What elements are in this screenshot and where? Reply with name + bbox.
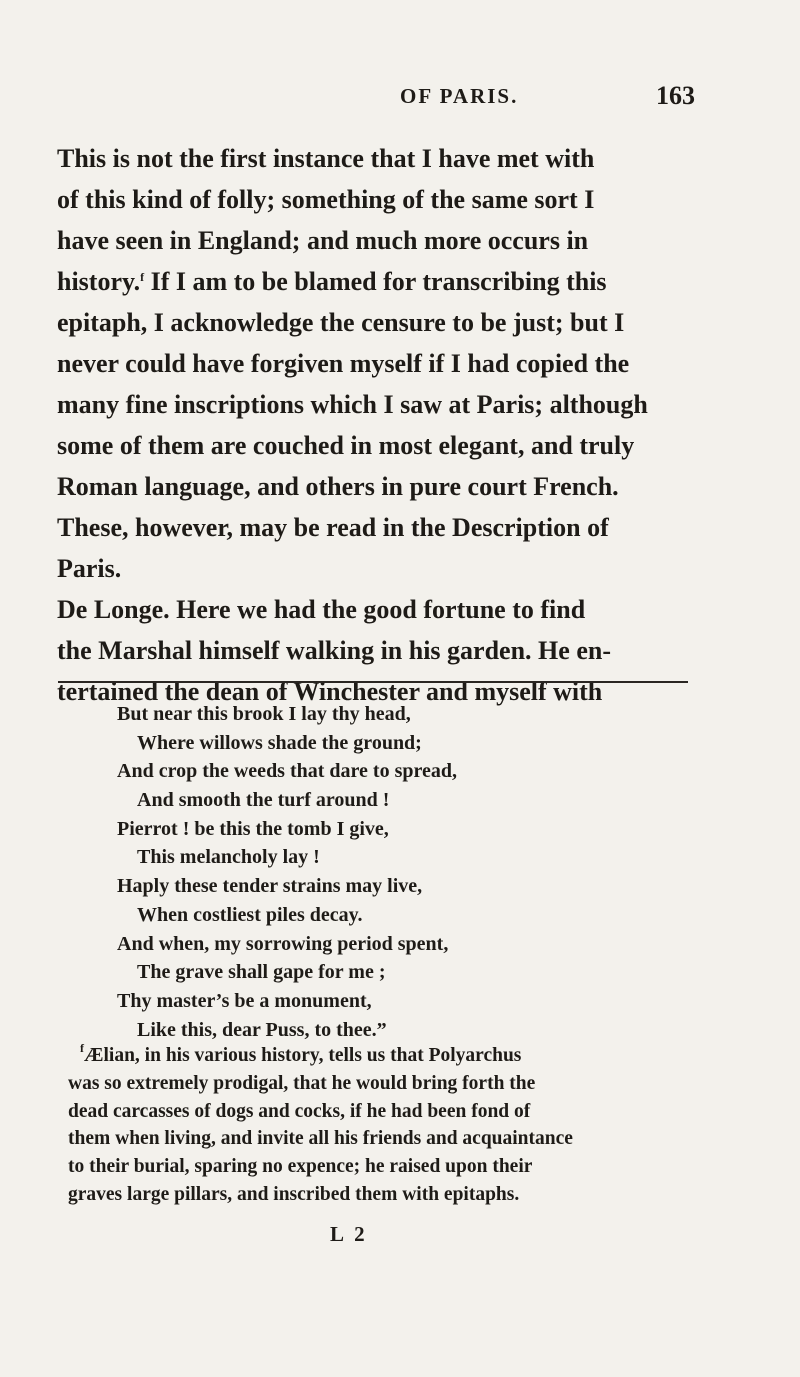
- text-line: [57, 261, 687, 302]
- signature-mark: L 2: [330, 1222, 368, 1246]
- main-text: [57, 138, 687, 712]
- verse-line: Pierrot ! be this the tomb I give,: [117, 817, 389, 840]
- footnote-marker: f: [80, 1041, 84, 1055]
- text-line: of this kind of folly; something of the same sort I: [57, 185, 595, 214]
- text-line: some of them are couched in most elegant, and truly: [57, 431, 635, 460]
- verse-line: But near this brook I lay thy head,: [117, 703, 411, 725]
- text-line: Roman language, and others in pure court French.: [57, 472, 619, 501]
- text-line: This is not the first instance that I have met with: [57, 144, 595, 173]
- verse-line: And smooth the turf around !: [137, 789, 390, 812]
- text-line: Paris.: [57, 554, 122, 583]
- footnote-line: graves large pillars, and inscribed them with epitaphs.: [68, 1183, 520, 1205]
- verse-line: And when, my sorrowing period spent,: [117, 932, 449, 955]
- verse-line: Like this, dear Puss, to thee.”: [137, 1018, 387, 1041]
- verse-line: Thy master’s be a monument,: [117, 989, 372, 1012]
- footnote-line: them when living, and invite all his friends and acquaintance: [68, 1128, 573, 1150]
- verse-line: And crop the weeds that dare to spread,: [117, 760, 458, 783]
- verse-block: [117, 700, 457, 1044]
- verse-line: The grave shall gape for me ;: [137, 961, 386, 984]
- footnote-line: [68, 1042, 698, 1070]
- footnote-reference: f: [140, 270, 145, 284]
- verse-line: This melancholy lay !: [137, 846, 320, 869]
- footnote-line: to their burial, sparing no expence; he raised upon their: [68, 1156, 533, 1178]
- verse-line: Haply these tender strains may live,: [117, 875, 423, 898]
- text-line: never could have forgiven myself if I had copied the: [57, 349, 630, 378]
- verse-line: Where willows shade the ground;: [137, 731, 422, 754]
- footnote-line: was so extremely prodigal, that he would bring forth the: [68, 1072, 536, 1094]
- footnote: [68, 1042, 698, 1209]
- text-line: have seen in England; and much more occurs in: [57, 226, 589, 255]
- text-line: the Marshal himself walking in his garden. He en-: [57, 636, 611, 665]
- footnote-divider: [58, 681, 688, 683]
- footnote-line: dead carcasses of dogs and cocks, if he had been fond of: [68, 1100, 531, 1122]
- text-line: De Longe. Here we had the good fortune to find: [57, 595, 586, 624]
- running-title: OF PARIS.: [400, 84, 519, 108]
- text-line: epitaph, I acknowledge the censure to be just; but I: [57, 308, 625, 337]
- page-number: 163: [656, 81, 695, 110]
- text-line: These, however, may be read in the Description of: [57, 513, 609, 542]
- text-fragment: Ælian, in his various history, tells us that Polyarchus: [84, 1045, 522, 1066]
- verse-line: When costliest piles decay.: [137, 903, 363, 926]
- text-fragment: If I am to be blamed for transcribing this: [144, 267, 607, 296]
- text-line: many fine inscriptions which I saw at Paris; although: [57, 390, 648, 419]
- text-fragment: history.: [57, 267, 141, 296]
- text-line: tertained the dean of Winchester and myself with: [57, 677, 603, 706]
